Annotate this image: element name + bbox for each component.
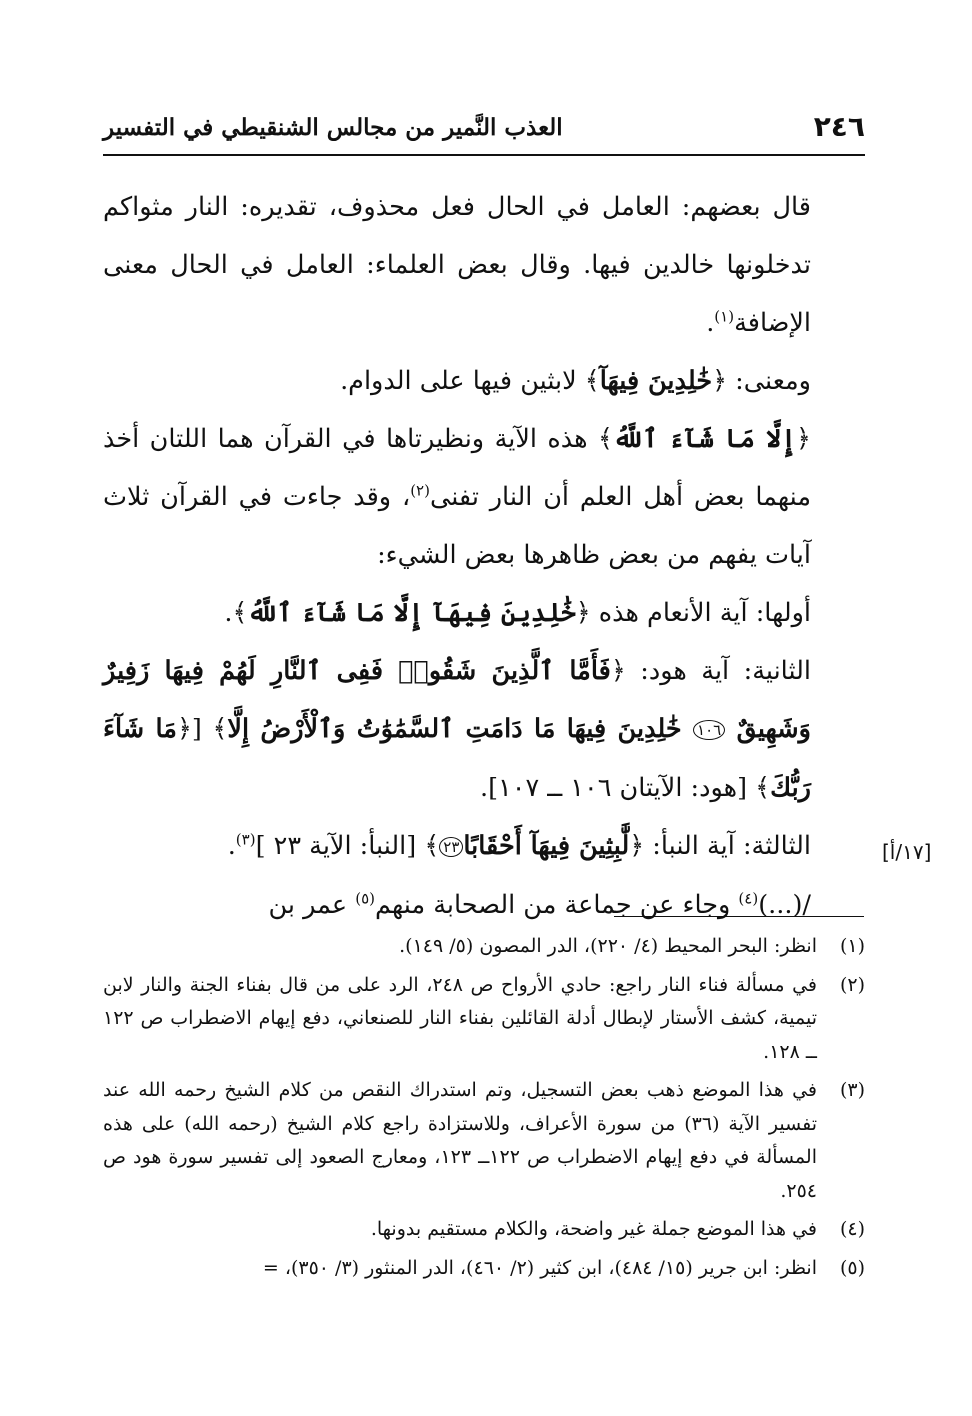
text-run: أولها: آية الأنعام هذه xyxy=(590,598,811,628)
footnote-text: في مسألة فناء النار راجع: حادي الأرواح ص ٢٤٨، الرد على من قال بفناء الجنة والنار لابن تيمية، كشف الأستار لإبطال أدلة القائلين بفناء النار للصنعاني، دفع إيهام الاضطراب ص ١٢٢ ــ ١٢٨. xyxy=(103,973,817,1063)
text-run: . xyxy=(706,308,715,338)
text-run: الثانية: آية هود: xyxy=(625,656,811,686)
paragraph-2 xyxy=(103,352,865,410)
text-run: . xyxy=(224,598,233,628)
quran-text: إِلَّا مَا شَآءَ ٱللَّهُ xyxy=(612,424,797,454)
text-run: هذه الآية ونظيرتاها في القرآن هما اللتان أخذ منهما بعض أهل العلم أن النار تفنى xyxy=(103,424,811,512)
text-run: ومعنى: xyxy=(727,366,811,396)
quran-quote: ﴿مَا شَآءَ رَبُّكَ﴾ xyxy=(103,714,811,803)
quran-quote: ﴿إِلَّا مَا شَآءَ ٱللَّهُ﴾ xyxy=(598,424,811,454)
text-run: قال بعضهم: العامل في الحال فعل محذوف، تقديره: النار مثواكم تدخلونها خالدين فيها. وقال بعض العلماء: العامل في الحال معنى الإضافة xyxy=(103,192,811,338)
footnote-text: انظر: البحر المحيط (٤/ ٢٢٠)، الدر المصون (٥/ ١٤٩). xyxy=(399,935,817,957)
footnote-number: (٢) xyxy=(839,973,865,996)
footnote-ref-2: (٢) xyxy=(410,481,430,500)
page-header xyxy=(103,108,865,156)
quran-text: خَٰلِدِينَ فِيهَآ إِلَّا مَا شَآءَ ٱللَّهُ xyxy=(247,598,576,628)
paragraph-3 xyxy=(103,410,865,584)
footnote-number: (٣) xyxy=(839,1079,865,1101)
paragraph-5 xyxy=(103,642,865,817)
paragraph-7 xyxy=(103,876,865,934)
quran-text: خَٰلِدِينَ فِيهَآ xyxy=(599,366,713,396)
footnote xyxy=(103,1213,865,1247)
page-number: ٢٤٦ xyxy=(813,110,865,143)
main-text xyxy=(103,178,865,934)
text-run: عمر بن xyxy=(268,890,356,920)
footnote xyxy=(103,1252,865,1286)
paragraph-4 xyxy=(103,584,865,642)
footnote-number: (٥) xyxy=(839,1256,865,1279)
footnote-ref-3: (٣) xyxy=(235,830,256,849)
manuscript-folio-marker: [١٧/أ] xyxy=(882,840,932,864)
quran-quote: ﴿فَأَمَّا ٱلَّذِينَ شَقُوا۟ فَفِى ٱلنَّارِ لَهُمْ فِيهَا زَفِيرٌ وَشَهِيقٌ ١٠٦ خَٰلِدِينَ فِيهَا مَا دَامَتِ ٱلسَّمَٰوَٰتُ وَٱلْأَرْضُ إِلَّا﴾ xyxy=(103,656,811,744)
quran-quote: ﴿لَّٰبِثِينَ فِيهَآ أَحْقَابًا٢٣﴾ xyxy=(424,831,645,861)
footnote-text: في هذا الموضع جملة غير واضحة، والكلام مستقيم بدونها. xyxy=(370,1218,817,1240)
footnote xyxy=(103,969,865,1070)
footnotes xyxy=(103,930,865,1290)
text-run: وجاء عن جماعة من الصحابة منهم xyxy=(375,890,739,920)
text-run: [ xyxy=(191,714,213,744)
text-run: الثالثة: آية النبأ: xyxy=(644,831,811,861)
footnote-separator xyxy=(614,916,864,917)
text-run: . xyxy=(227,831,236,861)
footnote-text: انظر: ابن جرير (١٥/ ٤٨٤)، ابن كثير (٢/ ٤٦٠)، الدر المنثور (٣/ ٣٥٠)، = xyxy=(262,1256,817,1279)
paragraph-6 xyxy=(103,817,865,876)
verse-number-marker: ١٠٦ xyxy=(693,720,725,740)
footnote-number: (١) xyxy=(839,935,865,957)
footnote-ref-4: (٤) xyxy=(738,889,759,908)
paragraph-1 xyxy=(103,178,865,352)
footnote-ref-5: (٥) xyxy=(355,889,376,908)
verse-number-marker: ٢٣ xyxy=(439,837,463,857)
footnote-number: (٤) xyxy=(839,1218,865,1240)
quran-text: خَٰلِدِينَ فِيهَا مَا دَامَتِ ٱلسَّمَٰوَٰتُ وَٱلْأَرْضُ إِلَّا xyxy=(227,714,682,744)
quran-quote: ﴿خَٰلِدِينَ فِيهَآ إِلَّا مَا شَآءَ ٱللَّهُ﴾ xyxy=(232,598,591,628)
text-run: [النبأ: الآية ٢٣ ] xyxy=(255,831,425,861)
quran-quote: ﴿خَٰلِدِينَ فِيهَآ﴾ xyxy=(584,366,728,396)
running-title: العذب النَّمير من مجالس الشنقيطي في التفسير xyxy=(103,114,563,141)
quran-text: فَأَمَّا ٱلَّذِينَ شَقُوا۟ فَفِى ٱلنَّارِ لَهُمْ فِيهَا زَفِيرٌ وَشَهِيقٌ xyxy=(103,656,811,744)
footnote-text: في هذا الموضع ذهب بعض التسجيل، وتم استدراك النقص من كلام الشيخ رحمه الله عند تفسير الآية (٣٦) من سورة الأعراف، وللاستزادة راجع كلام الشيخ (رحمه الله) على هذه المسألة في دفع إيهام الاضطراب ص ١٢٢ــ ١٢٣، ومعارج الصعود إلى تفسير سورة هود ص ٢٥٤. xyxy=(103,1079,818,1202)
footnote-ref-1: (١) xyxy=(714,307,735,326)
text-run: /(...) xyxy=(758,890,811,920)
footnote xyxy=(103,930,865,964)
quran-text: لَّٰبِثِينَ فِيهَآ أَحْقَابًا xyxy=(463,831,630,861)
text-run: ، وقد جاءت في القرآن ثلاث آيات يفهم من بعض ظاهرها بعض الشيء: xyxy=(103,482,811,570)
footnote xyxy=(103,1074,865,1208)
text-run: [هود: الآيتان ١٠٦ ــ ١٠٧]. xyxy=(479,773,756,803)
text-run: لابثين فيها على الدوام. xyxy=(340,366,585,396)
quran-text: مَا شَآءَ رَبُّكَ xyxy=(103,714,811,803)
